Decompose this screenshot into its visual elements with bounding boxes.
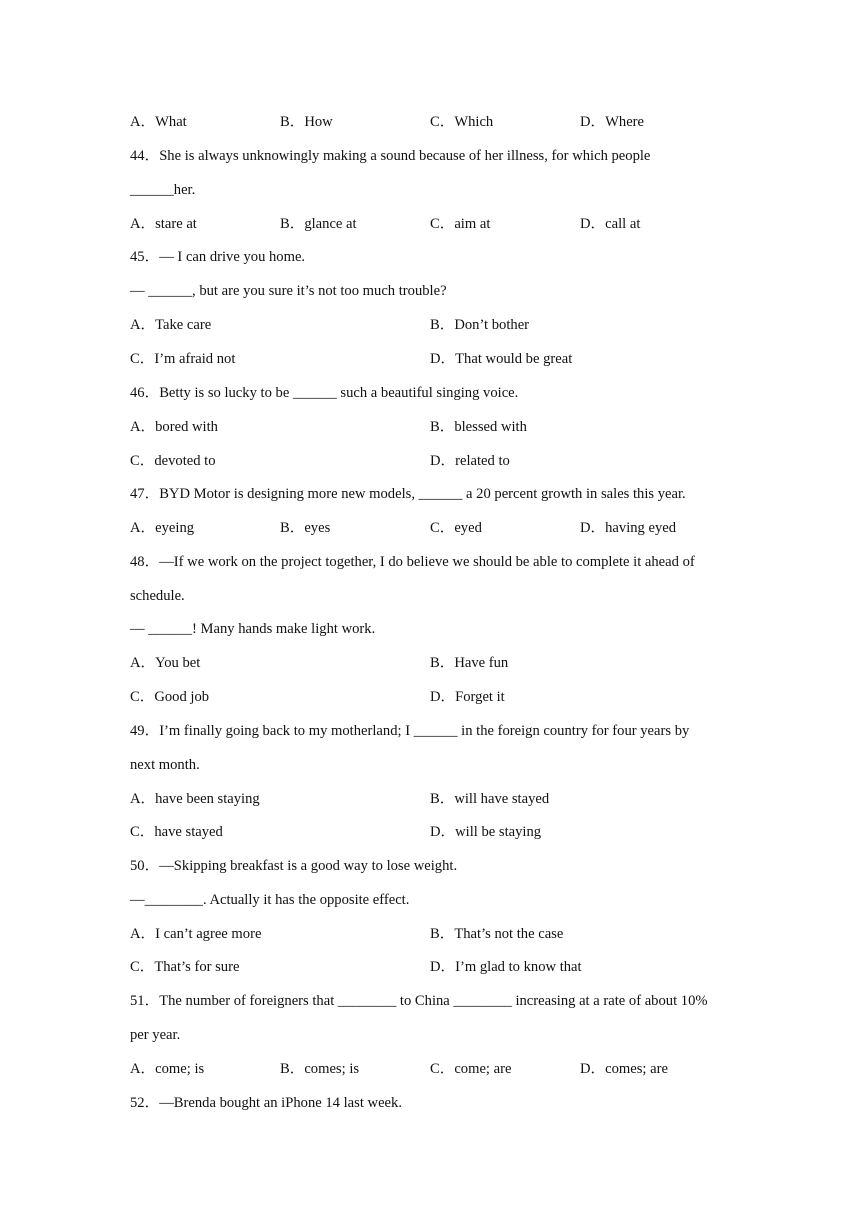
option-a: A．come; is [130, 1061, 205, 1077]
option-d: D．call at [580, 216, 641, 232]
question-text: 49．I’m finally going back to my motherland; I ______ in the foreign country for four years by [130, 723, 690, 739]
option-b: B．comes; is [280, 1061, 360, 1077]
option-b: B．Have fun [430, 655, 509, 671]
option-b: B．That’s not the case [430, 926, 564, 942]
question-text: 50．—Skipping breakfast is a good way to lose weight. [130, 858, 458, 874]
option-d: D．having eyed [580, 520, 677, 536]
option-b: B．Don’t bother [430, 317, 530, 333]
question-text: 48．—If we work on the project together, I do believe we should be able to complete it ahead of [130, 554, 695, 570]
question-text: 46．Betty is so lucky to be ______ such a beautiful singing voice. [130, 385, 519, 401]
dialogue-reply: —________. Actually it has the opposite effect. [130, 892, 410, 908]
option-b: B．How [280, 114, 333, 130]
option-d: D．That would be great [430, 351, 573, 367]
option-a: A．I can’t agree more [130, 926, 262, 942]
option-a: A．have been staying [130, 791, 260, 807]
option-b: B．will have stayed [430, 791, 550, 807]
option-a: A．stare at [130, 216, 197, 232]
option-d: D．related to [430, 453, 510, 469]
option-a: A．You bet [130, 655, 201, 671]
option-d: D．Where [580, 114, 645, 130]
option-a: A．bored with [130, 419, 218, 435]
question-text: 45．— I can drive you home. [130, 249, 306, 265]
question-text-continued: ______her. [130, 182, 196, 198]
option-a: A．eyeing [130, 520, 195, 536]
option-c: C．come; are [430, 1061, 512, 1077]
dialogue-reply: — ______! Many hands make light work. [130, 621, 376, 637]
option-d: D．comes; are [580, 1061, 668, 1077]
question-text: 52．—Brenda bought an iPhone 14 last week. [130, 1095, 402, 1111]
option-c: C．devoted to [130, 453, 216, 469]
option-d: D．I’m glad to know that [430, 959, 582, 975]
question-text: 44．She is always unknowingly making a sound because of her illness, for which people [130, 148, 651, 164]
option-b: B．eyes [280, 520, 331, 536]
option-d: D．will be staying [430, 824, 542, 840]
option-c: C．have stayed [130, 824, 223, 840]
option-c: C．Which [430, 114, 494, 130]
question-text-continued: per year. [130, 1027, 181, 1043]
option-b: B．glance at [280, 216, 357, 232]
option-a: A．What [130, 114, 187, 130]
option-d: D．Forget it [430, 689, 505, 705]
option-c: C．That’s for sure [130, 959, 240, 975]
option-c: C．Good job [130, 689, 210, 705]
question-text: 51．The number of foreigners that ________ to China ________ increasing at a rate of about 10% [130, 993, 708, 1009]
option-c: C．aim at [430, 216, 491, 232]
question-text: 47．BYD Motor is designing more new models, ______ a 20 percent growth in sales this year. [130, 486, 686, 502]
question-text-continued: schedule. [130, 588, 185, 604]
option-c: C．eyed [430, 520, 482, 536]
question-text-continued: next month. [130, 757, 200, 773]
dialogue-reply: — ______, but are you sure it’s not too much trouble? [130, 283, 447, 299]
option-a: A．Take care [130, 317, 212, 333]
option-c: C．I’m afraid not [130, 351, 236, 367]
option-b: B．blessed with [430, 419, 527, 435]
